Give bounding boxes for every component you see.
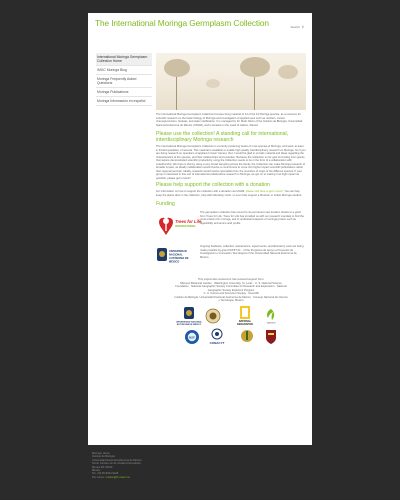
footer-phone: Tel. +52-55-5622-9128 <box>92 472 119 476</box>
conacyt-logo[interactable] <box>206 327 228 347</box>
main-content <box>156 53 306 349</box>
national-geographic-logo[interactable] <box>234 307 256 327</box>
support-line: Foundation · National Geographic Society Committee for Research and Exploration · National <box>175 285 287 288</box>
section-call-text: The International Moringa Germplasm Collection is currently producing bucks of most species of Moringa, and seed, at least in limited quantities, of several. This material is available to enable high quality interdisciplinary research on Moringa. So if you are doing research on questions of applied or basic interest, then I would be glad to provide material and ideas regarding the characteristics of the species, and their relationships and evolution. Because the Collection so far gets its funding from grants that require demonstrated scientific productivity, using the Collection needs to be in the form of a collaboration with coauthorship. We hope is that by using a very broad sampling across the family, the Collection can make Moringa research of broader impact, as ideally collaboration would involve a commitment to move into higher impact scientific publications rather than regional journals. Ideally, research would involve specialists from the countries of origin of the different species. If your group is interested in this sort of international collaborative research in Moringa, we get on to making it as high impact as possible, please get in touch! <box>156 145 306 180</box>
page-container <box>88 13 312 445</box>
footer-line: Moringa: Home <box>92 452 110 455</box>
svg-text:AUTÓNOMA DE: AUTÓNOMA DE <box>169 257 189 260</box>
support-link[interactable]: please visit here to get in touch <box>245 190 283 193</box>
section-call-title: Please use the collection! A standing call for international, interdisciplinary Moringa research <box>156 131 289 143</box>
washington-university-logo[interactable] <box>264 329 278 345</box>
search-label[interactable]: Search <box>290 25 300 29</box>
support-text-after: . You can help keep the plants alive in the collection, help with laboratory work, or even help support a Mexican or Indian Moringa student. <box>156 190 302 197</box>
svg-text:NSF: NSF <box>189 334 195 339</box>
funding-title: Funding <box>156 201 175 207</box>
nsf-logo[interactable] <box>184 329 200 345</box>
tree-canopy <box>240 57 270 77</box>
unam-logo[interactable] <box>178 307 200 327</box>
nav-item-publications[interactable]: Moringa Publications <box>96 88 152 97</box>
funding-unam-text: Ongoing fieldwork, collection maintenance, experiments, and laboratory work are being made possible by grant PAPIIT-IN... of the Programa de Apoyo a Proyectos de Investigación e Innovación Tecnológica of the Universidad Nacional Autónoma de México. <box>200 245 304 259</box>
tree-trunk <box>176 73 177 110</box>
sponsor-logos <box>156 307 306 349</box>
nav-item-faq[interactable]: Moringa Frequently Asked Questions <box>96 75 152 88</box>
footer-email-label: Por correo: <box>92 475 106 479</box>
unam-logo[interactable] <box>156 245 196 273</box>
footer-line: Tercer Circuito s/n de Ciudad Universitaria <box>92 462 141 466</box>
site-title[interactable]: The International Moringa Germplasm Collection <box>95 18 269 28</box>
footer-email-link[interactable]: molson@ib.unam.mx <box>105 475 130 479</box>
tree-canopy <box>164 59 190 77</box>
cactus-society-logo[interactable] <box>240 327 254 345</box>
site-footer <box>92 452 232 479</box>
footer-line: Mexico DF 04510 <box>92 465 113 469</box>
footer-line: Mexico <box>92 469 101 473</box>
svg-text:MÉXICO: MÉXICO <box>169 260 180 264</box>
footer-line: Instituto de Biología <box>92 455 115 459</box>
search-link[interactable] <box>286 25 304 31</box>
instituto-biologia-logo[interactable] <box>204 307 222 327</box>
trees-logo-sub: INTERNATIONAL <box>175 225 196 228</box>
footer-email-row <box>92 476 232 479</box>
svg-text:UNIVERSIDAD NACIONAL: UNIVERSIDAD NACIONAL <box>176 321 202 323</box>
funding-item-unam <box>156 245 306 275</box>
svg-text:NACIONAL: NACIONAL <box>169 253 183 257</box>
intro-text: The International Moringa Germplasm Collection focuses living material of 13 of the 13 Moringa species, as a resource for scientific research on the basic biology of Moringa and investigation of applied uses such as nutrition, cancer chemoprevention, biofuels, and water clarification. It is managed by Dr. Mark Olson of the Instituto de Biología, Universidad Nacional Autónoma de México (UNAM), and is located on the coast of Jalisco, Mexico. <box>156 113 303 127</box>
hero-image <box>156 53 306 110</box>
support-text-before: For information on how to support the collection with a donation via UNAM, <box>156 190 246 193</box>
nav-item-spanish[interactable]: Moringa Información en español <box>96 97 152 106</box>
section-support-text <box>156 190 306 197</box>
trees-logo-text: Trees for Life <box>175 219 202 224</box>
support-line: C. U. Cactus and Succulent Society · New Mill <box>203 292 259 295</box>
tree-canopy <box>206 79 220 88</box>
footer-line: Universidad Nacional Autónoma de México <box>92 458 142 462</box>
funding-trees-text: The germplasm collection has moved to its permanent new location thanks to a grant from Trees for Life. Trees for Life has provided us with our research mandate to find the most protein rich moringa, and to understand aspects of moringa protein such as digestibility and amino acid profile. <box>200 211 304 225</box>
svg-text:GARDEN: GARDEN <box>266 322 276 324</box>
support-list <box>156 278 306 303</box>
funding-item-trees <box>156 211 306 241</box>
svg-text:CONACYT: CONACYT <box>209 340 225 345</box>
support-line: Missouri Botanical Garden · Washington University, St. Louis · U. S. National Science <box>180 281 282 285</box>
support-line: Instituto de Biología, Universidad Nacional Autónoma de México · Consejo Nacional de Ciencia <box>174 295 288 299</box>
svg-text:AUTÓNOMA DE MÉXICO: AUTÓNOMA DE MÉXICO <box>176 323 202 326</box>
search-icon[interactable]: ⚲ <box>301 25 304 29</box>
sidebar-nav <box>96 53 152 106</box>
support-line: y Tecnología, México <box>218 299 244 302</box>
nav-item-blog[interactable]: IMGC Moringa Blog <box>96 66 152 75</box>
site-header <box>88 13 312 37</box>
nav-item-home[interactable]: International Moringa Germplasm Collection Home <box>96 53 152 66</box>
svg-text:UNIVERSIDAD: UNIVERSIDAD <box>169 250 187 253</box>
trees-for-life-logo[interactable] <box>156 211 202 239</box>
tree-canopy <box>278 65 298 79</box>
svg-text:GEOGRAPHIC: GEOGRAPHIC <box>236 322 254 326</box>
garden-logo[interactable] <box>264 307 278 325</box>
section-support-title: Please help support the collection with a donation <box>156 182 270 188</box>
support-line: This project also received or has received support from: <box>197 278 265 281</box>
support-line: Geographic Society Explorers Program <box>207 288 255 292</box>
svg-text:NATIONAL: NATIONAL <box>238 319 252 323</box>
